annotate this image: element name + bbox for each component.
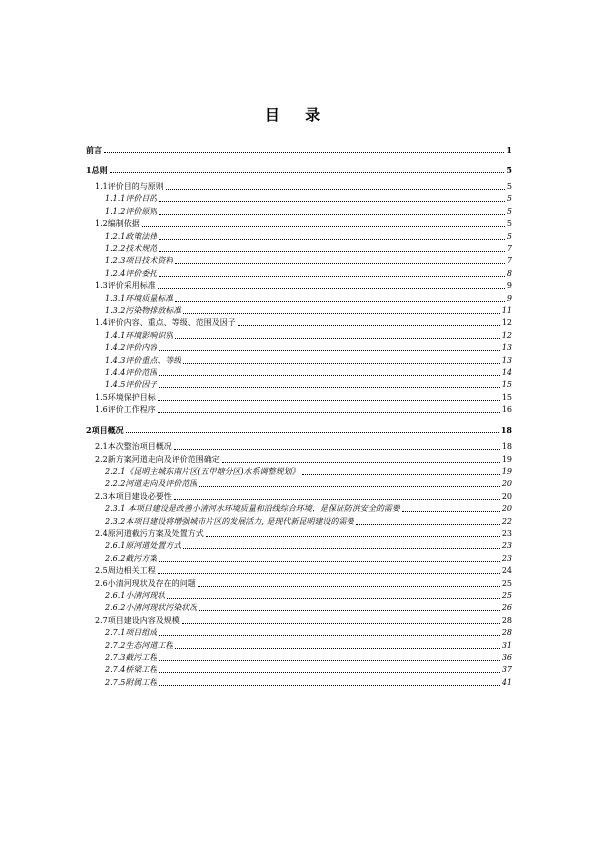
toc-chapter-entry[interactable] bbox=[86, 164, 512, 175]
toc-page-number: 25 bbox=[501, 578, 512, 588]
toc-page-number: 12 bbox=[501, 330, 512, 340]
toc-section-entry[interactable] bbox=[86, 181, 512, 192]
dot-leader bbox=[175, 300, 505, 302]
toc-entry-label: 1.2.1政策法律 bbox=[105, 231, 158, 241]
toc-page-number: 13 bbox=[501, 355, 512, 365]
toc-page-number: 5 bbox=[506, 182, 512, 191]
toc-page-number: 28 bbox=[501, 628, 512, 638]
toc-section-entry[interactable] bbox=[86, 491, 512, 502]
toc-page-number: 36 bbox=[501, 653, 512, 662]
toc-entry-label: 1.2.4评价委托 bbox=[105, 268, 158, 278]
dot-leader bbox=[159, 634, 499, 636]
dot-leader bbox=[158, 399, 500, 401]
toc-entry-label: 1.4.1环境影响识别 bbox=[105, 330, 174, 340]
toc-entry-label: 2.6.2小清河现状污染状况 bbox=[105, 603, 198, 613]
toc-entry-label: 2.6.1原河道处置方式 bbox=[105, 541, 182, 551]
dot-leader bbox=[199, 609, 499, 611]
dot-leader bbox=[126, 431, 499, 433]
toc-entry-label: 1.4.4评价范围 bbox=[105, 368, 158, 377]
toc-entry-label: 2.7.4桥梁工程 bbox=[105, 665, 158, 675]
toc-entry-label: 2.7项目建设内容及规模 bbox=[95, 615, 180, 625]
toc-page-number: 5 bbox=[506, 194, 512, 204]
toc-page-number: 24 bbox=[501, 566, 512, 576]
dot-leader bbox=[159, 250, 505, 252]
toc-page-number: 37 bbox=[501, 665, 512, 675]
toc-section-entry[interactable] bbox=[86, 578, 512, 589]
toc-subsection-entry[interactable] bbox=[86, 305, 512, 316]
toc-entry-label: 2.7.2生态河道工程 bbox=[105, 640, 174, 650]
toc-subsection-entry[interactable] bbox=[86, 553, 512, 564]
toc-subsection-entry[interactable] bbox=[86, 503, 512, 514]
toc-entry-label: 2.1本次整治项目概况 bbox=[95, 442, 172, 452]
dot-leader bbox=[104, 151, 504, 153]
toc-entry-label: 1.4评价内容、重点、等级、范围及因子 bbox=[95, 318, 236, 328]
toc-page-number: 18 bbox=[501, 442, 512, 452]
toc-page-number: 23 bbox=[501, 553, 512, 563]
toc-entry-label: 1.1.1评价目的 bbox=[105, 194, 158, 204]
toc-page-number: 7 bbox=[506, 244, 512, 253]
toc-section-entry[interactable] bbox=[86, 317, 512, 328]
dot-leader bbox=[402, 510, 500, 512]
dot-leader bbox=[159, 200, 505, 202]
toc-entry-label: 2.6小清河现状及存在的问题 bbox=[95, 578, 196, 588]
dot-leader bbox=[183, 547, 499, 549]
toc-page-number: 23 bbox=[501, 529, 512, 538]
toc-page-number: 11 bbox=[501, 306, 512, 315]
dot-leader bbox=[174, 448, 500, 450]
toc-entry-label: 2.2新方案河道走向及评价范围确定 bbox=[95, 454, 220, 464]
toc-page-number: 41 bbox=[501, 677, 512, 687]
toc-entry-label: 1.3.1环境质量标准 bbox=[105, 293, 174, 303]
toc-subsection-entry[interactable] bbox=[86, 231, 512, 242]
toc-entry-label: 2.4原河道截污方案及处置方式 bbox=[95, 529, 204, 538]
dot-leader bbox=[142, 225, 505, 227]
toc-page-number: 5 bbox=[506, 165, 512, 175]
toc-page-number: 31 bbox=[501, 640, 512, 650]
toc-entry-label: 2项目概况 bbox=[86, 425, 124, 436]
dot-leader bbox=[110, 171, 505, 173]
toc-entry-label: 2.3.2本项目建设将增强城市片区的发展活力, 是现代新昆明建设的需要 bbox=[105, 516, 355, 526]
toc-subsection-entry[interactable] bbox=[86, 627, 512, 638]
toc-page-number: 12 bbox=[501, 318, 512, 328]
dot-leader bbox=[159, 374, 499, 376]
toc-entry-label: 2.6.1小清河现状 bbox=[105, 591, 166, 600]
toc-page-number: 1 bbox=[506, 145, 512, 155]
dot-leader bbox=[159, 659, 499, 661]
toc-subsection-entry[interactable] bbox=[86, 379, 512, 390]
toc-subsection-entry[interactable] bbox=[86, 602, 512, 613]
toc-subsection-entry[interactable] bbox=[86, 367, 512, 378]
toc-subsection-entry[interactable] bbox=[86, 677, 512, 688]
toc-entry-label: 1.3评价采用标准 bbox=[95, 281, 156, 291]
dot-leader bbox=[175, 262, 505, 264]
toc-subsection-entry[interactable] bbox=[86, 478, 512, 489]
toc-section-entry[interactable] bbox=[86, 218, 512, 229]
dot-leader bbox=[175, 647, 499, 649]
toc-page-number: 19 bbox=[501, 454, 512, 464]
toc-page-number: 5 bbox=[506, 231, 512, 241]
toc-entry-label: 1.6评价工作程序 bbox=[95, 405, 156, 415]
dot-leader bbox=[159, 238, 505, 240]
dot-leader bbox=[183, 362, 499, 364]
toc-page-number: 18 bbox=[500, 425, 512, 436]
toc-entry-label: 1.4.3评价重点、等级 bbox=[105, 355, 182, 365]
dot-leader bbox=[222, 461, 500, 463]
dot-leader bbox=[238, 324, 500, 326]
toc-subsection-entry[interactable] bbox=[86, 664, 512, 675]
page-title: 目 录 bbox=[264, 106, 331, 124]
toc-entry-label: 2.3本项目建设必要性 bbox=[95, 491, 172, 501]
dot-leader bbox=[159, 349, 499, 351]
dot-leader bbox=[199, 485, 499, 487]
dot-leader bbox=[159, 213, 505, 215]
dot-leader bbox=[159, 386, 499, 388]
toc-page-number: 23 bbox=[501, 541, 512, 551]
toc-section-entry[interactable] bbox=[86, 615, 512, 626]
toc-section-entry[interactable] bbox=[86, 280, 512, 291]
toc-subsection-entry[interactable] bbox=[86, 652, 512, 663]
toc-page-number: 20 bbox=[501, 491, 512, 501]
toc-section-entry[interactable] bbox=[86, 454, 512, 465]
dot-leader bbox=[167, 597, 499, 599]
toc-entry-label: 1.2.2技术规范 bbox=[105, 244, 158, 253]
toc-page-number: 7 bbox=[506, 256, 512, 266]
toc-subsection-entry[interactable] bbox=[86, 243, 512, 254]
toc-subsection-entry[interactable] bbox=[86, 516, 512, 527]
toc-entry-label: 2.7.1项目组成 bbox=[105, 628, 158, 638]
toc-subsection-entry[interactable] bbox=[86, 540, 512, 551]
toc-page-number: 13 bbox=[501, 343, 512, 353]
toc-entry-label: 1.3.2污染物排放标准 bbox=[105, 306, 182, 315]
toc-entry-label: 1.1评价目的与原则 bbox=[95, 182, 164, 191]
toc-chapter-entry[interactable] bbox=[86, 144, 512, 155]
toc-subsection-entry[interactable] bbox=[86, 342, 512, 353]
dot-leader bbox=[174, 498, 500, 500]
dot-leader bbox=[175, 337, 499, 339]
toc-section-entry[interactable] bbox=[86, 565, 512, 576]
toc-page-number: 15 bbox=[501, 392, 512, 402]
dot-leader bbox=[183, 312, 499, 314]
toc-page-number: 8 bbox=[506, 268, 512, 278]
toc-subsection-entry[interactable] bbox=[86, 206, 512, 217]
dot-leader bbox=[159, 671, 499, 673]
toc-entry-label: 1.1.2评价原则 bbox=[105, 206, 158, 216]
toc-subsection-entry[interactable] bbox=[86, 255, 512, 266]
toc-entry-label: 1总则 bbox=[86, 165, 108, 175]
toc-entry-label: 2.2.1《昆明主城东南片区(五甲塘分区)水系调整规划》 bbox=[105, 467, 300, 476]
dot-leader bbox=[198, 585, 500, 587]
toc-entry-label: 1.2编制依据 bbox=[95, 219, 140, 229]
dot-leader bbox=[159, 560, 499, 562]
dot-leader bbox=[158, 287, 505, 289]
toc-section-entry[interactable] bbox=[86, 528, 512, 539]
toc-subsection-entry[interactable] bbox=[86, 330, 512, 341]
toc-page-number: 9 bbox=[506, 293, 512, 303]
dot-leader bbox=[356, 523, 499, 525]
toc-page-number: 9 bbox=[506, 281, 512, 291]
toc-section-entry[interactable] bbox=[86, 392, 512, 403]
toc-page-number: 5 bbox=[506, 219, 512, 229]
toc-entry-label: 1.2.3项目技术资料 bbox=[105, 256, 174, 266]
toc-subsection-entry[interactable] bbox=[86, 268, 512, 279]
toc-page-number: 14 bbox=[501, 368, 512, 377]
toc-page-number: 15 bbox=[501, 380, 512, 390]
toc-page-number: 20 bbox=[501, 504, 512, 514]
dot-leader bbox=[159, 684, 499, 686]
toc-entry-label: 2.2.2河道走向及评价范围 bbox=[105, 479, 198, 489]
dot-leader bbox=[159, 275, 505, 277]
toc-page-number: 5 bbox=[506, 206, 512, 216]
toc-entry-label: 2.5周边相关工程 bbox=[95, 566, 156, 576]
toc-page-number: 16 bbox=[501, 405, 512, 415]
toc-page-number: 22 bbox=[501, 516, 512, 526]
toc-subsection-entry[interactable] bbox=[86, 293, 512, 304]
toc-section-entry[interactable] bbox=[86, 441, 512, 452]
toc-page-number: 26 bbox=[501, 603, 512, 613]
dot-leader bbox=[182, 622, 500, 624]
toc-subsection-entry[interactable] bbox=[86, 640, 512, 651]
toc-page-number: 20 bbox=[501, 479, 512, 489]
dot-leader bbox=[206, 535, 500, 537]
toc-subsection-entry[interactable] bbox=[86, 193, 512, 204]
toc-page-number: 19 bbox=[501, 467, 512, 476]
toc-entry-label: 2.6.2截污方案 bbox=[105, 553, 158, 563]
toc-entry-label: 1.4.2评价内容 bbox=[105, 343, 158, 353]
dot-leader bbox=[158, 572, 500, 574]
dot-leader bbox=[302, 473, 500, 475]
toc-entry-label: 2.7.3截污工程 bbox=[105, 653, 158, 662]
dot-leader bbox=[166, 188, 505, 190]
toc-subsection-entry[interactable] bbox=[86, 590, 512, 601]
toc-chapter-entry[interactable] bbox=[86, 424, 512, 435]
toc-page-number: 25 bbox=[501, 591, 512, 600]
toc-entry-label: 2.3.1 本项目建设是改善小清河水环境质量和沿线综合环境、是保证防洪安全的需要 bbox=[105, 504, 400, 514]
toc-entry-label: 1.5环境保护目标 bbox=[95, 392, 156, 402]
toc-subsection-entry[interactable] bbox=[86, 355, 512, 366]
toc-page-number: 28 bbox=[501, 615, 512, 625]
dot-leader bbox=[158, 411, 500, 413]
toc-entry-label: 前言 bbox=[86, 145, 102, 155]
toc-section-entry[interactable] bbox=[86, 404, 512, 415]
toc-entry-label: 1.4.5评价因子 bbox=[105, 380, 158, 390]
toc-entry-label: 2.7.5附属工程 bbox=[105, 677, 158, 687]
toc-subsection-entry[interactable] bbox=[86, 466, 512, 477]
